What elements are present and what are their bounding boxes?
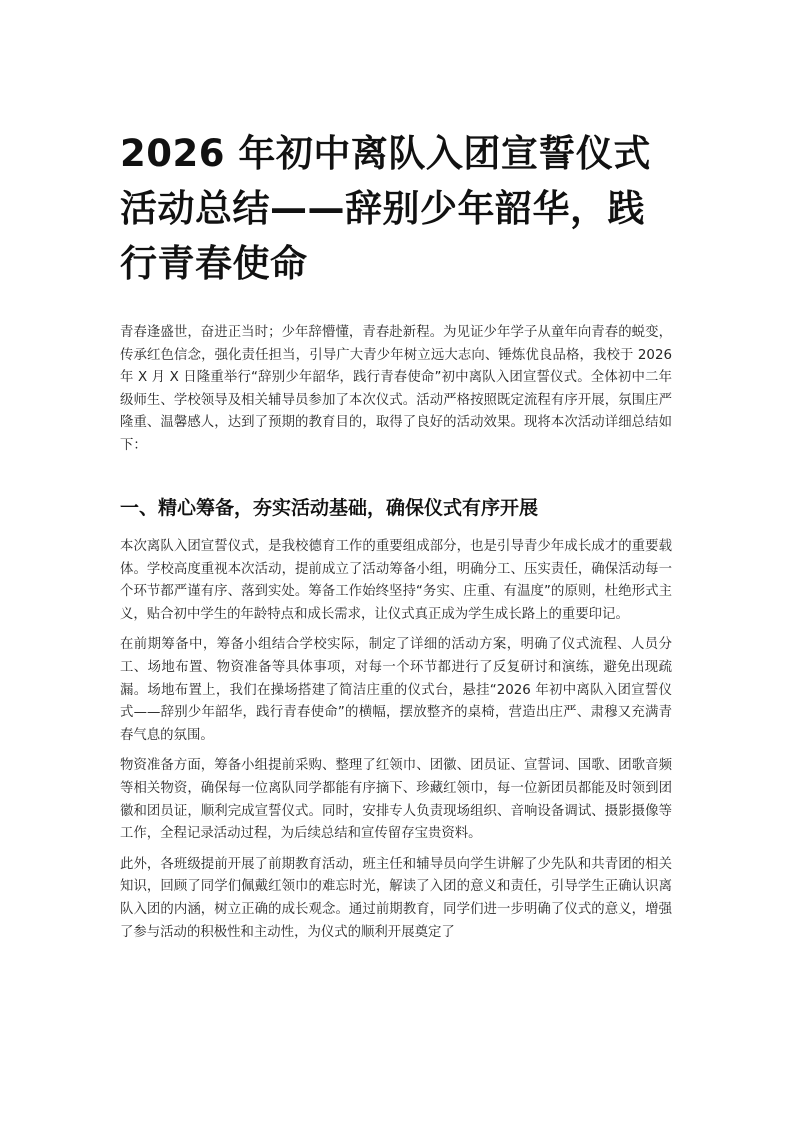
intro-paragraph: 青春逢盛世，奋进正当时；少年辞懵懂，青春赴新程。为见证少年学子从童年向青春的蜕变，传承红色信念，强化责任担当，引导广大青少年树立远大志向、锤炼优良品格，我校于 2026 年 X 月 X 日隆重举行“辞别少年韶华，践行青春使命”初中离队入团宣誓仪式。全体初中二年级师生、学校领导及相关辅导员参加了本次仪式。活动严格按照既定流程有序开展，氛围庄严隆重、温馨感人，达到了预期的教育目的，取得了良好的活动效果。现将本次活动详细总结如下： [120, 325, 672, 453]
body-paragraph: 在前期筹备中，筹备小组结合学校实际，制定了详细的活动方案，明确了仪式流程、人员分工、场地布置、物资准备等具体事项，对每一个环节都进行了反复研讨和演练，避免出现疏漏。场地布置上，我们在操场搭建了简洁庄重的仪式台，悬挂“2026 年初中离队入团宣誓仪式——辞别少年韶华，践行青春使命”的横幅，摆放整齐的桌椅，营造出庄严、肃穆又充满青春气息的氛围。 [120, 637, 672, 743]
section-body [120, 536, 672, 952]
body-paragraph: 本次离队入团宣誓仪式，是我校德育工作的重要组成部分，也是引导青少年成长成才的重要载体。学校高度重视本次活动，提前成立了活动筹备小组，明确分工、压实责任，确保活动每一个环节都严谨有序、落到实处。筹备工作始终坚持“务实、庄重、有温度”的原则，杜绝形式主义，贴合初中学生的年龄特点和成长需求，让仪式真正成为学生成长路上的重要印记。 [120, 539, 672, 622]
intro-block [120, 322, 672, 466]
body-paragraph: 此外，各班级提前开展了前期教育活动，班主任和辅导员向学生讲解了少先队和共青团的相关知识，回顾了同学们佩戴红领巾的难忘时光，解读了入团的意义和责任，引导学生正确认识离队入团的内涵，树立正确的成长观念。通过前期教育，同学们进一步明确了仪式的意义，增强了参与活动的积极性和主动性，为仪式的顺利开展奠定了 [120, 856, 672, 940]
section-heading: 一、精心筹备，夯实活动基础，确保仪式有序开展 [120, 497, 539, 519]
document-title: 2026 年初中离队入团宣誓仪式活动总结——辞别少年韶华，践行青春使命 [120, 132, 651, 285]
body-paragraph: 物资准备方面，筹备小组提前采购、整理了红领巾、团徽、团员证、宣誓词、国歌、团歌音频等相关物资，确保每一位离队同学都能有序摘下、珍藏红领巾，每一位新团员都能及时领到团徽和团员证，顺利完成宣誓仪式。同时，安排专人负责现场组织、音响设备调试、摄影摄像等工作，全程记录活动过程，为后续总结和宣传留存宝贵资料。 [120, 758, 672, 842]
